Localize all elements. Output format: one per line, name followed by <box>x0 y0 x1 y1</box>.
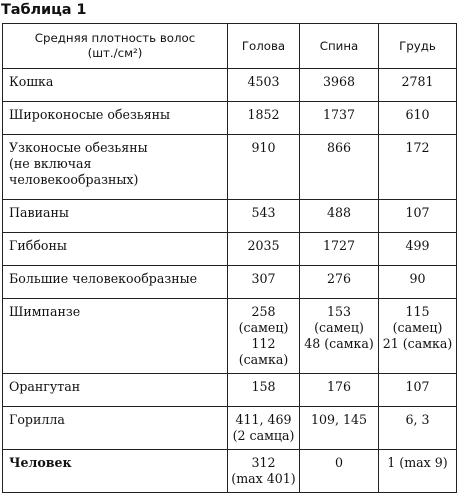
cell-line: 307 <box>251 271 276 286</box>
cell-line: Павианы <box>9 205 69 220</box>
cell-line: 172 <box>405 140 430 155</box>
table-header-row <box>3 24 457 69</box>
row-name <box>3 233 228 266</box>
cell-line: 276 <box>326 271 352 286</box>
cell-back <box>300 374 379 407</box>
cell-chest <box>379 374 457 407</box>
cell-line: (2 самца) <box>232 428 295 443</box>
cell-line: (не включая <box>9 156 92 171</box>
cell-line: Горилла <box>9 412 65 427</box>
cell-line: 48 (самка) <box>304 336 374 351</box>
cell-line: 499 <box>405 238 430 253</box>
cell-line: Шимпанзе <box>9 304 81 319</box>
row-name <box>3 299 228 374</box>
cell-line: 1852 <box>247 107 280 122</box>
cell-line: 109, 145 <box>310 412 368 427</box>
table-row <box>3 69 457 102</box>
cell-head <box>228 407 300 450</box>
cell-line: 115 (самец) <box>392 304 443 335</box>
cell-back <box>300 266 379 299</box>
cell-line: 1 (max 9) <box>387 455 448 470</box>
row-name <box>3 374 228 407</box>
cell-line: Орангутан <box>9 379 81 394</box>
cell-line: 21 (самка) <box>382 336 453 351</box>
cell-head <box>228 374 300 407</box>
cell-line: Человек <box>9 455 72 470</box>
cell-line: 90 <box>409 271 426 286</box>
cell-line: 6, 3 <box>405 412 430 427</box>
cell-line: 610 <box>405 107 430 122</box>
cell-line: 488 <box>326 205 352 220</box>
cell-line: 543 <box>251 205 276 220</box>
cell-head <box>228 266 300 299</box>
cell-back <box>300 200 379 233</box>
table-row <box>3 102 457 135</box>
row-name <box>3 200 228 233</box>
cell-line: 4503 <box>247 74 280 89</box>
header-density <box>3 24 228 69</box>
cell-line: 411, 469 <box>235 412 292 427</box>
cell-line: человекообразных) <box>9 172 139 187</box>
cell-line: 3968 <box>322 74 356 89</box>
table-row <box>3 200 457 233</box>
cell-chest <box>379 233 457 266</box>
cell-line: 258 (самец) <box>238 304 289 335</box>
cell-line: 2781 <box>401 74 434 89</box>
row-name <box>3 407 228 450</box>
cell-head <box>228 69 300 102</box>
cell-chest <box>379 299 457 374</box>
row-name <box>3 69 228 102</box>
cell-back <box>300 299 379 374</box>
cell-chest <box>379 200 457 233</box>
table-row <box>3 450 457 493</box>
cell-back <box>300 69 379 102</box>
header-back: Спина <box>300 24 379 69</box>
cell-chest <box>379 450 457 493</box>
cell-line: 158 <box>251 379 276 394</box>
cell-line: 2035 <box>247 238 280 253</box>
cell-back <box>300 407 379 450</box>
cell-back <box>300 450 379 493</box>
cell-line: Кошка <box>9 74 54 89</box>
cell-line: 107 <box>405 379 430 394</box>
table-caption: Таблица 1 <box>1 2 87 18</box>
cell-line: 1737 <box>322 107 356 122</box>
cell-chest <box>379 407 457 450</box>
cell-line: 153 (самец) <box>314 304 364 335</box>
cell-line: Большие человекообразные <box>9 271 198 286</box>
cell-line: 0 <box>334 455 343 470</box>
row-name <box>3 102 228 135</box>
cell-line: 176 <box>326 379 352 394</box>
cell-line: 107 <box>405 205 430 220</box>
hair-density-table <box>2 23 457 493</box>
cell-head <box>228 102 300 135</box>
cell-line: 1727 <box>322 238 356 253</box>
header-density-unit: (шт./см²) <box>87 46 143 60</box>
cell-head <box>228 200 300 233</box>
row-name <box>3 450 228 493</box>
row-name <box>3 135 228 200</box>
cell-line: 866 <box>326 140 352 155</box>
cell-chest <box>379 135 457 200</box>
cell-back <box>300 135 379 200</box>
table-row <box>3 233 457 266</box>
header-chest: Грудь <box>379 24 457 69</box>
cell-head <box>228 450 300 493</box>
table-row <box>3 266 457 299</box>
cell-line: Широконосые обезьяны <box>9 107 171 122</box>
table-row <box>3 407 457 450</box>
cell-line: 312 <box>251 455 276 470</box>
cell-line: Узконосые обезьяны <box>9 140 148 155</box>
table-row <box>3 135 457 200</box>
cell-head <box>228 135 300 200</box>
cell-back <box>300 233 379 266</box>
cell-head <box>228 299 300 374</box>
cell-line: 910 <box>251 140 276 155</box>
table-row <box>3 299 457 374</box>
cell-chest <box>379 69 457 102</box>
header-density-title: Средняя плотность волос <box>34 31 196 45</box>
cell-line: Гиббоны <box>9 238 67 253</box>
cell-line: 112 (самка) <box>238 336 289 367</box>
cell-back <box>300 102 379 135</box>
row-name <box>3 266 228 299</box>
table-row <box>3 374 457 407</box>
header-head: Голова <box>228 24 300 69</box>
cell-head <box>228 233 300 266</box>
cell-chest <box>379 266 457 299</box>
cell-line: (max 401) <box>231 471 296 486</box>
cell-chest <box>379 102 457 135</box>
